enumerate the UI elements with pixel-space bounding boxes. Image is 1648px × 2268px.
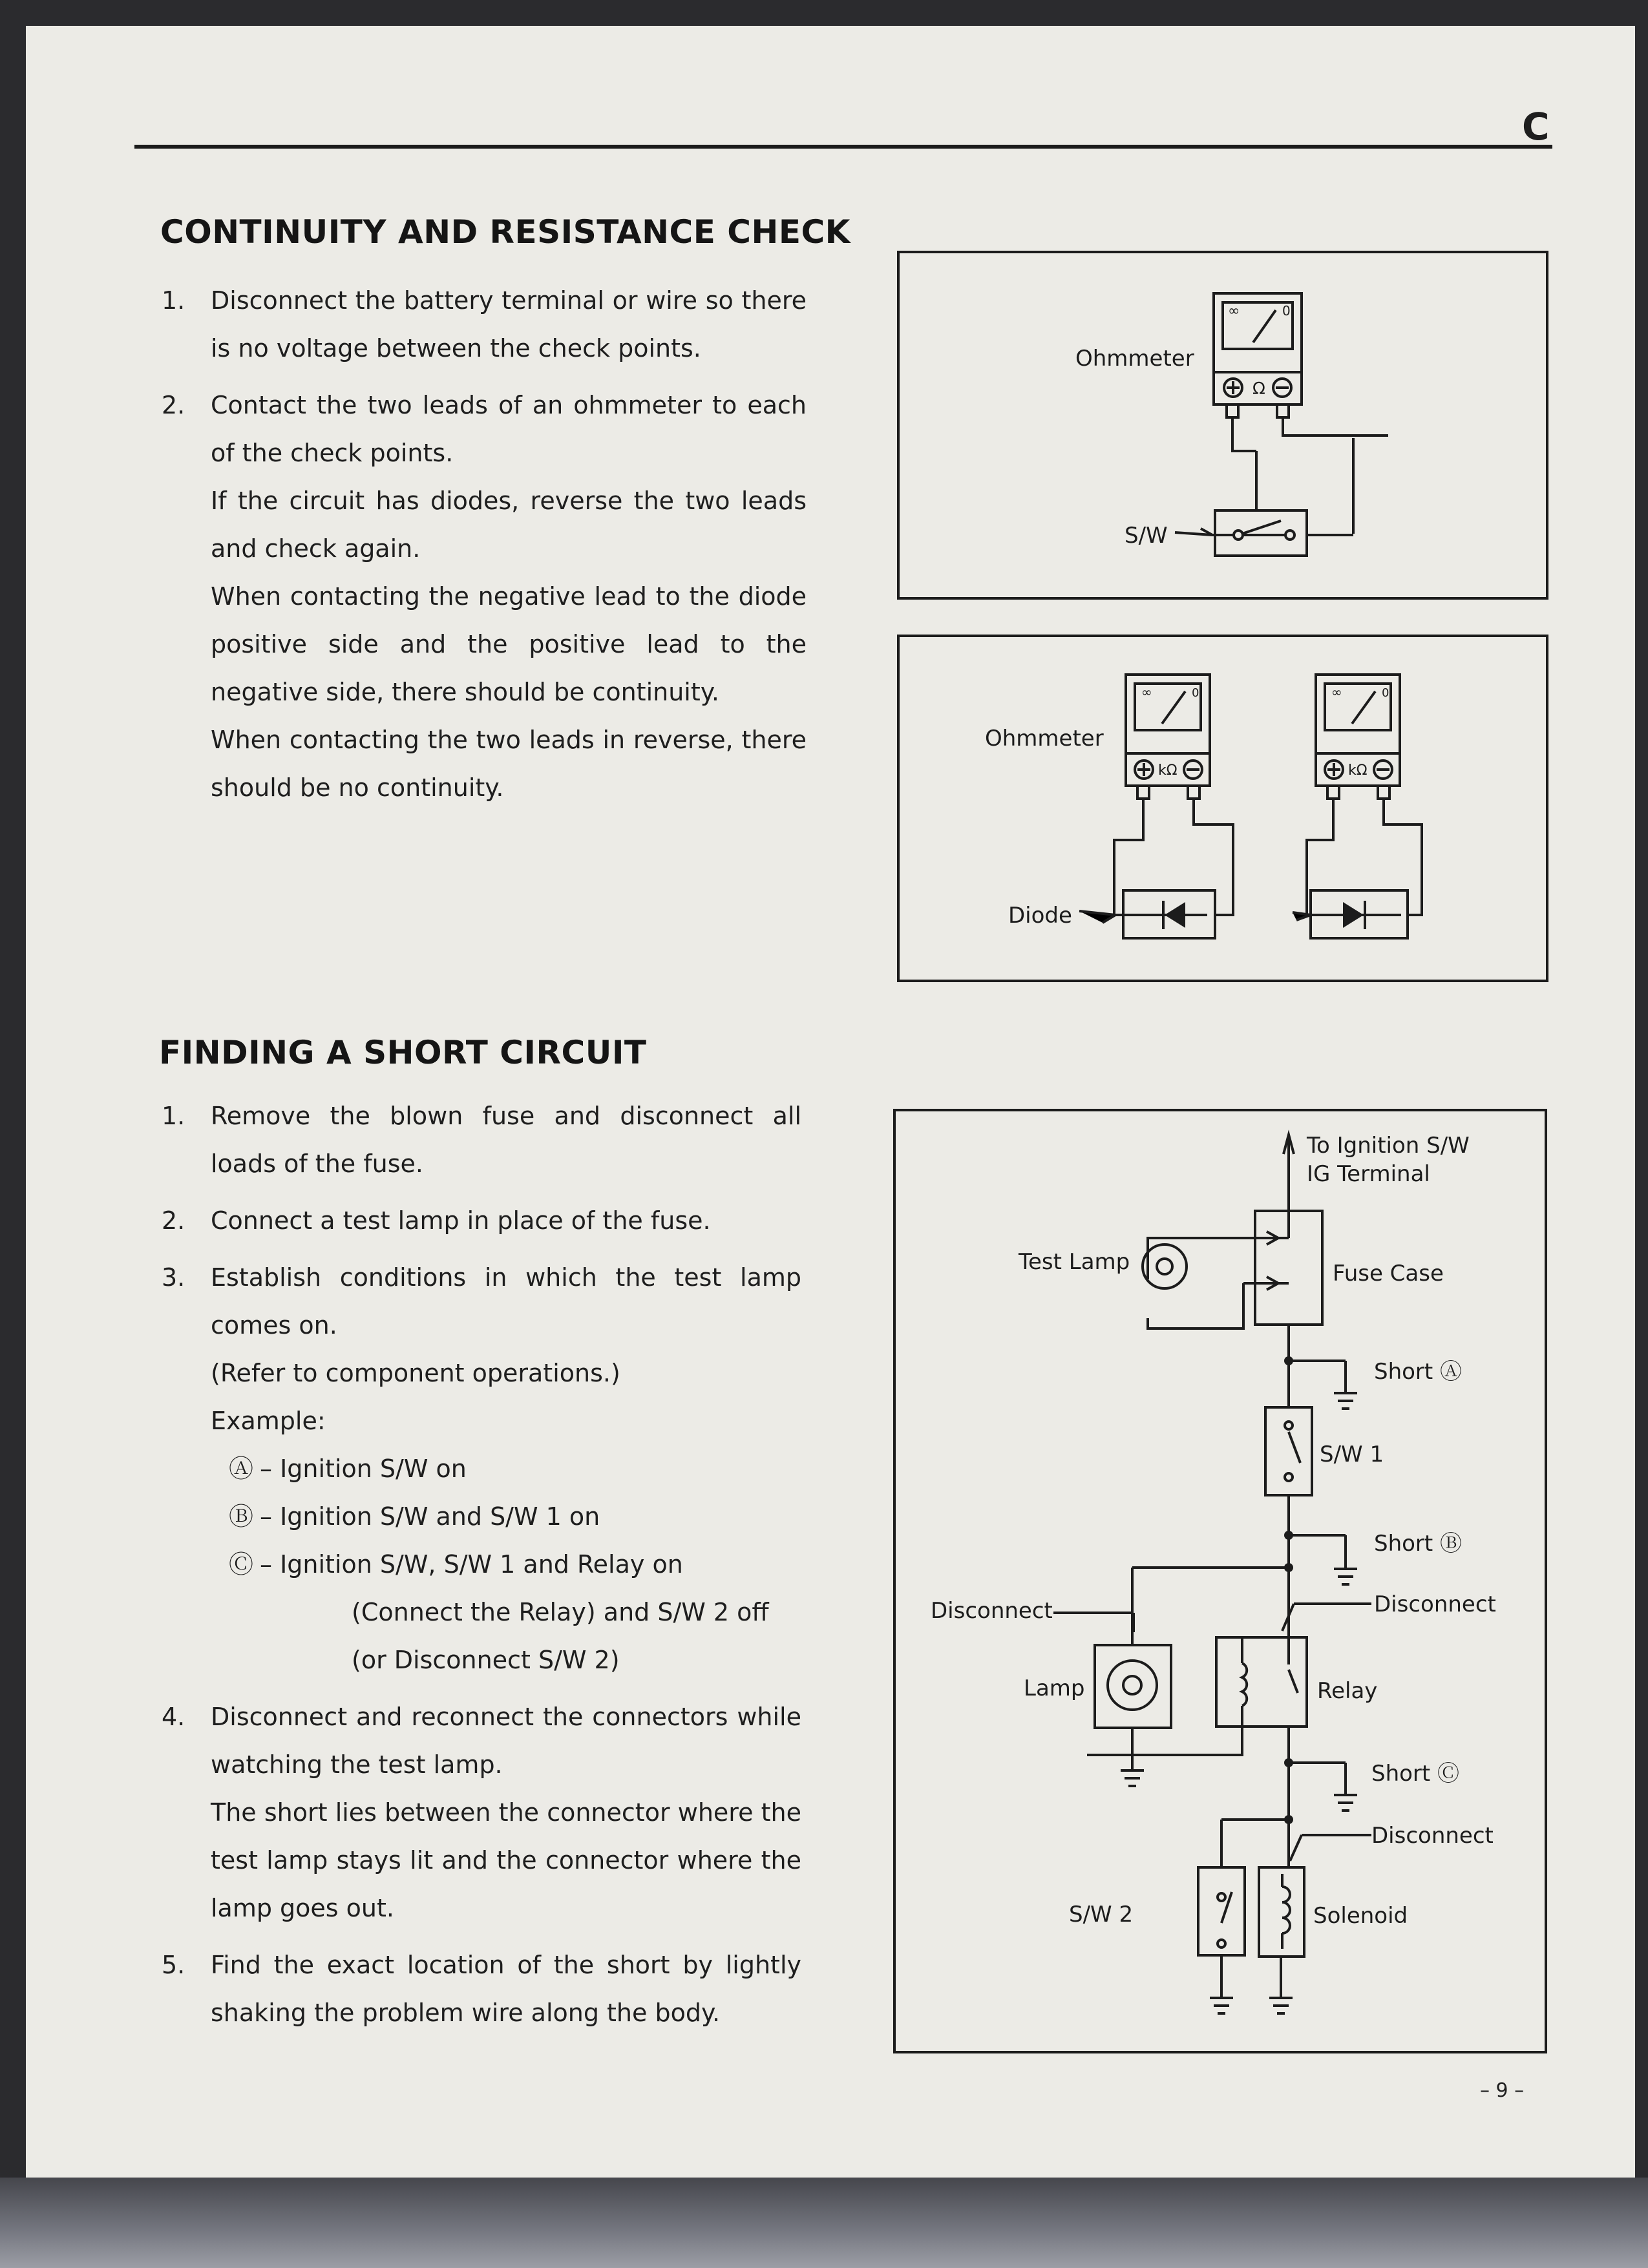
disconnect-left-label: Disconnect (931, 1598, 1053, 1624)
page-number: – 9 – (1480, 2079, 1525, 2102)
short-circuit-heading: FINDING A SHORT CIRCUIT (159, 1034, 647, 1071)
short-circuit-steps (162, 1092, 801, 2046)
short-step-2: 2. Connect a test lamp in place of the fuse. (162, 1206, 711, 1235)
svg-text:∞: ∞ (1228, 303, 1240, 319)
sw2-label: S/W 2 (1069, 1902, 1134, 1927)
svg-text:0: 0 (1282, 303, 1291, 319)
scan-bottom-edge (0, 2178, 1648, 2268)
svg-text:kΩ: kΩ (1158, 762, 1178, 779)
short-step-4: 4. Disconnect and reconnect the connectors while watching the test lamp. The short lies between the connector where the test lamp stays lit and the connector where the lamp goes out. (162, 1703, 801, 1922)
switch-label: S/W (1125, 523, 1168, 549)
example-c-cont-1: (Connect the Relay) and S/W 2 off (352, 1598, 769, 1626)
ohmmeter-label-1: Ohmmeter (1075, 346, 1194, 372)
diode-label: Diode (1008, 903, 1072, 929)
svg-text:0: 0 (1192, 686, 1199, 700)
disconnect-lower-label: Disconnect (1371, 1823, 1494, 1849)
test-lamp-label: Test Lamp (1019, 1249, 1130, 1275)
svg-text:∞: ∞ (1331, 684, 1342, 700)
svg-text:To Ignition S/W: To Ignition S/W (1307, 1133, 1470, 1159)
lamp-label: Lamp (1024, 1675, 1085, 1701)
short-c-label: Short Ⓒ (1371, 1761, 1460, 1787)
short-b-label: Short Ⓑ (1374, 1531, 1463, 1557)
relay-label: Relay (1317, 1678, 1378, 1704)
svg-text:0: 0 (1382, 686, 1389, 700)
ohmmeter-label-2: Ohmmeter (985, 726, 1104, 751)
svg-text:IG Terminal: IG Terminal (1307, 1161, 1430, 1187)
short-step-1: 1. Remove the blown fuse and disconnect all loads of the fuse. (162, 1102, 801, 1178)
example-a: Ⓐ – Ignition S/W on (229, 1454, 467, 1483)
example-c: Ⓒ – Ignition S/W, S/W 1 and Relay on (229, 1550, 683, 1579)
solenoid-label: Solenoid (1313, 1903, 1408, 1929)
ohmmeter-switch-diagram (897, 251, 1550, 601)
continuity-heading: CONTINUITY AND RESISTANCE CHECK (160, 213, 850, 251)
short-circuit-diagram (893, 1109, 1548, 2055)
example-c-cont-2: (or Disconnect S/W 2) (352, 1646, 620, 1674)
section-letter: C (1522, 105, 1550, 149)
fuse-case-label: Fuse Case (1333, 1261, 1444, 1286)
short-step-3: 3. Establish conditions in which the test lamp comes on. (Refer to component operations.) Example: Ⓐ – Ignition S/W on Ⓑ – Ignition S/W and S/W 1 on Ⓒ – Ignition S/W, S/W 1 and Relay on (Connect the Relay) and S/W 2 off (or Disconnect S/W 2) (162, 1254, 801, 1684)
continuity-steps (162, 277, 807, 821)
continuity-step-2: 2. Contact the two leads of an ohmmeter to each of the check points. If the circuit has diodes, reverse the two leads and check again. When contacting the negative lead to the diode positive side and the positive lead to the negative side, there should be continuity. When contacting the two leads in reverse, there should be no continuity. (162, 391, 807, 802)
example-b: Ⓑ – Ignition S/W and S/W 1 on (229, 1502, 600, 1531)
short-a-label: Short Ⓐ (1374, 1359, 1463, 1385)
ohmmeter-diode-diagram (897, 635, 1550, 983)
svg-text:kΩ: kΩ (1348, 762, 1368, 779)
disconnect-right-label: Disconnect (1374, 1591, 1496, 1617)
continuity-step-1: 1. Disconnect the battery terminal or wire so there is no voltage between the check points. (162, 286, 807, 362)
svg-text:∞: ∞ (1141, 684, 1152, 700)
short-step-5: 5. Find the exact location of the short by lightly shaking the problem wire along the body. (162, 1951, 801, 2027)
sw1-label: S/W 1 (1320, 1442, 1384, 1467)
svg-text:Ω: Ω (1252, 379, 1265, 399)
header-rule (134, 145, 1552, 149)
